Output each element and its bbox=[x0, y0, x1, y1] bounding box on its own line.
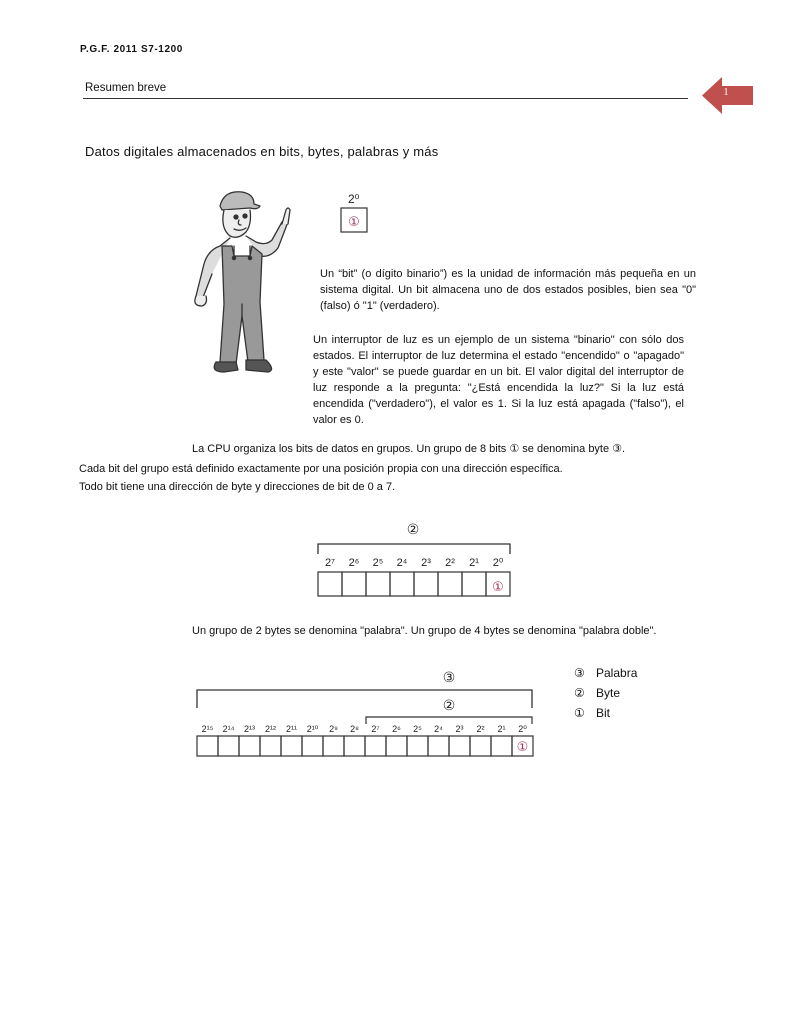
byte-bit-cell bbox=[438, 572, 462, 596]
word-power-label: 2⁶ bbox=[392, 724, 401, 734]
word-power-label: 2⁰ bbox=[518, 724, 527, 734]
byte-bit-marker: ① bbox=[492, 580, 504, 595]
word-byte-label: ② bbox=[442, 698, 456, 714]
word-bit-cell bbox=[344, 736, 365, 756]
word-bit-cell bbox=[365, 736, 386, 756]
byte-power-label: 2⁴ bbox=[396, 557, 408, 569]
word-power-label: 2¹¹ bbox=[286, 724, 297, 734]
word-definition-paragraph: Un grupo de 2 bytes se denomina "palabra". Un grupo de 4 bytes se denomina "palabra doble". bbox=[192, 625, 657, 637]
bit-address-paragraph: Todo bit tiene una dirección de byte y direcciones de bit de 0 a 7. bbox=[79, 481, 396, 493]
word-bit-cell bbox=[218, 736, 239, 756]
byte-power-label: 2⁵ bbox=[372, 557, 384, 569]
legend-item-word: ③ Palabra bbox=[574, 666, 638, 680]
byte-power-label: 2³ bbox=[421, 557, 431, 569]
byte-bracket bbox=[318, 544, 510, 554]
light-switch-paragraph: Un interruptor de luz es un ejemplo de un sistema "binario" con sólo dos estados. El interruptor de luz determina el estado "encendido" o "apagado" y este "valor" se puede guardar en un bit. El valor digital del interruptor de luz responde a la pregunta: "¿Está encendida la luz?" Si la luz está encendida ("verdadero"), el valor es 1. Si la luz está apagada ("falso"), el valor es 0. bbox=[313, 334, 684, 426]
word-figure bbox=[192, 668, 537, 760]
word-power-label: 2¹⁰ bbox=[306, 724, 319, 734]
cpu-groups-paragraph: La CPU organiza los bits de datos en grupos. Un grupo de 8 bits ① se denomina byte ③. bbox=[192, 443, 626, 455]
word-bit-cell bbox=[260, 736, 281, 756]
bit-power-label: 2⁰ bbox=[348, 192, 360, 206]
byte-power-label: 2⁰ bbox=[492, 557, 504, 569]
byte-bit-cell bbox=[366, 572, 390, 596]
section-title: Datos digitales almacenados en bits, bytes, palabras y más bbox=[85, 144, 439, 159]
word-power-label: 2⁹ bbox=[329, 724, 338, 734]
word-bit-cell bbox=[470, 736, 491, 756]
header-rule bbox=[83, 98, 688, 99]
word-power-label: 2⁷ bbox=[371, 724, 380, 734]
word-power-label: 2¹ bbox=[497, 724, 506, 734]
word-bracket bbox=[197, 690, 532, 708]
worker-illustration bbox=[190, 184, 300, 384]
legend-item-bit: ① Bit bbox=[574, 706, 611, 720]
legend-item-byte: ② Byte bbox=[574, 686, 621, 700]
word-bit-cell bbox=[407, 736, 428, 756]
byte-bit-cell bbox=[390, 572, 414, 596]
word-power-label: 2¹³ bbox=[244, 724, 255, 734]
single-bit-figure bbox=[335, 188, 375, 238]
word-power-label: 2⁴ bbox=[434, 724, 443, 734]
word-byte-bracket bbox=[366, 717, 532, 724]
byte-bit-cell bbox=[462, 572, 486, 596]
word-bit-marker: ① bbox=[516, 740, 529, 755]
document-subtitle: Resumen breve bbox=[85, 82, 167, 94]
byte-bit-cell bbox=[414, 572, 438, 596]
document-code: P.G.F. 2011 S7-1200 bbox=[80, 44, 183, 55]
bit-position-paragraph: Cada bit del grupo está definido exactamente por una posición propia con una dirección específica. bbox=[79, 463, 563, 475]
word-power-label: 2⁸ bbox=[350, 724, 359, 734]
byte-bit-cell bbox=[318, 572, 342, 596]
word-bit-cell bbox=[386, 736, 407, 756]
byte-power-label: 2¹ bbox=[469, 557, 479, 569]
bit-definition-paragraph: Un “bit” (o dígito binario”) es la unidad de información más pequeña en un sistema digital. Un bit almacena uno de dos estados posibles, bien sea "0" (falso) ó "1" (verdadero). bbox=[320, 268, 696, 312]
word-group-label: ③ bbox=[442, 670, 456, 686]
byte-power-label: 2⁷ bbox=[324, 557, 336, 569]
word-power-label: 2² bbox=[476, 724, 485, 734]
page-number: 1 bbox=[723, 87, 729, 98]
word-bit-cell bbox=[428, 736, 449, 756]
legend bbox=[574, 663, 637, 723]
byte-bit-cell bbox=[342, 572, 366, 596]
word-power-label: 2¹⁴ bbox=[222, 724, 235, 734]
word-bit-cell bbox=[281, 736, 302, 756]
word-power-label: 2¹⁵ bbox=[201, 724, 214, 734]
byte-figure bbox=[310, 518, 520, 600]
word-power-label: 2¹² bbox=[265, 724, 276, 734]
byte-group-label: ② bbox=[406, 522, 420, 538]
word-bit-cell bbox=[197, 736, 218, 756]
byte-power-label: 2² bbox=[445, 557, 455, 569]
word-bit-cell bbox=[323, 736, 344, 756]
word-power-label: 2³ bbox=[455, 724, 464, 734]
word-bit-cell bbox=[302, 736, 323, 756]
word-bit-cell bbox=[491, 736, 512, 756]
word-power-label: 2⁵ bbox=[413, 724, 422, 734]
word-bit-cell bbox=[239, 736, 260, 756]
word-bit-cell bbox=[449, 736, 470, 756]
byte-power-label: 2⁶ bbox=[348, 557, 360, 569]
bit-circle-marker: ① bbox=[348, 215, 360, 230]
